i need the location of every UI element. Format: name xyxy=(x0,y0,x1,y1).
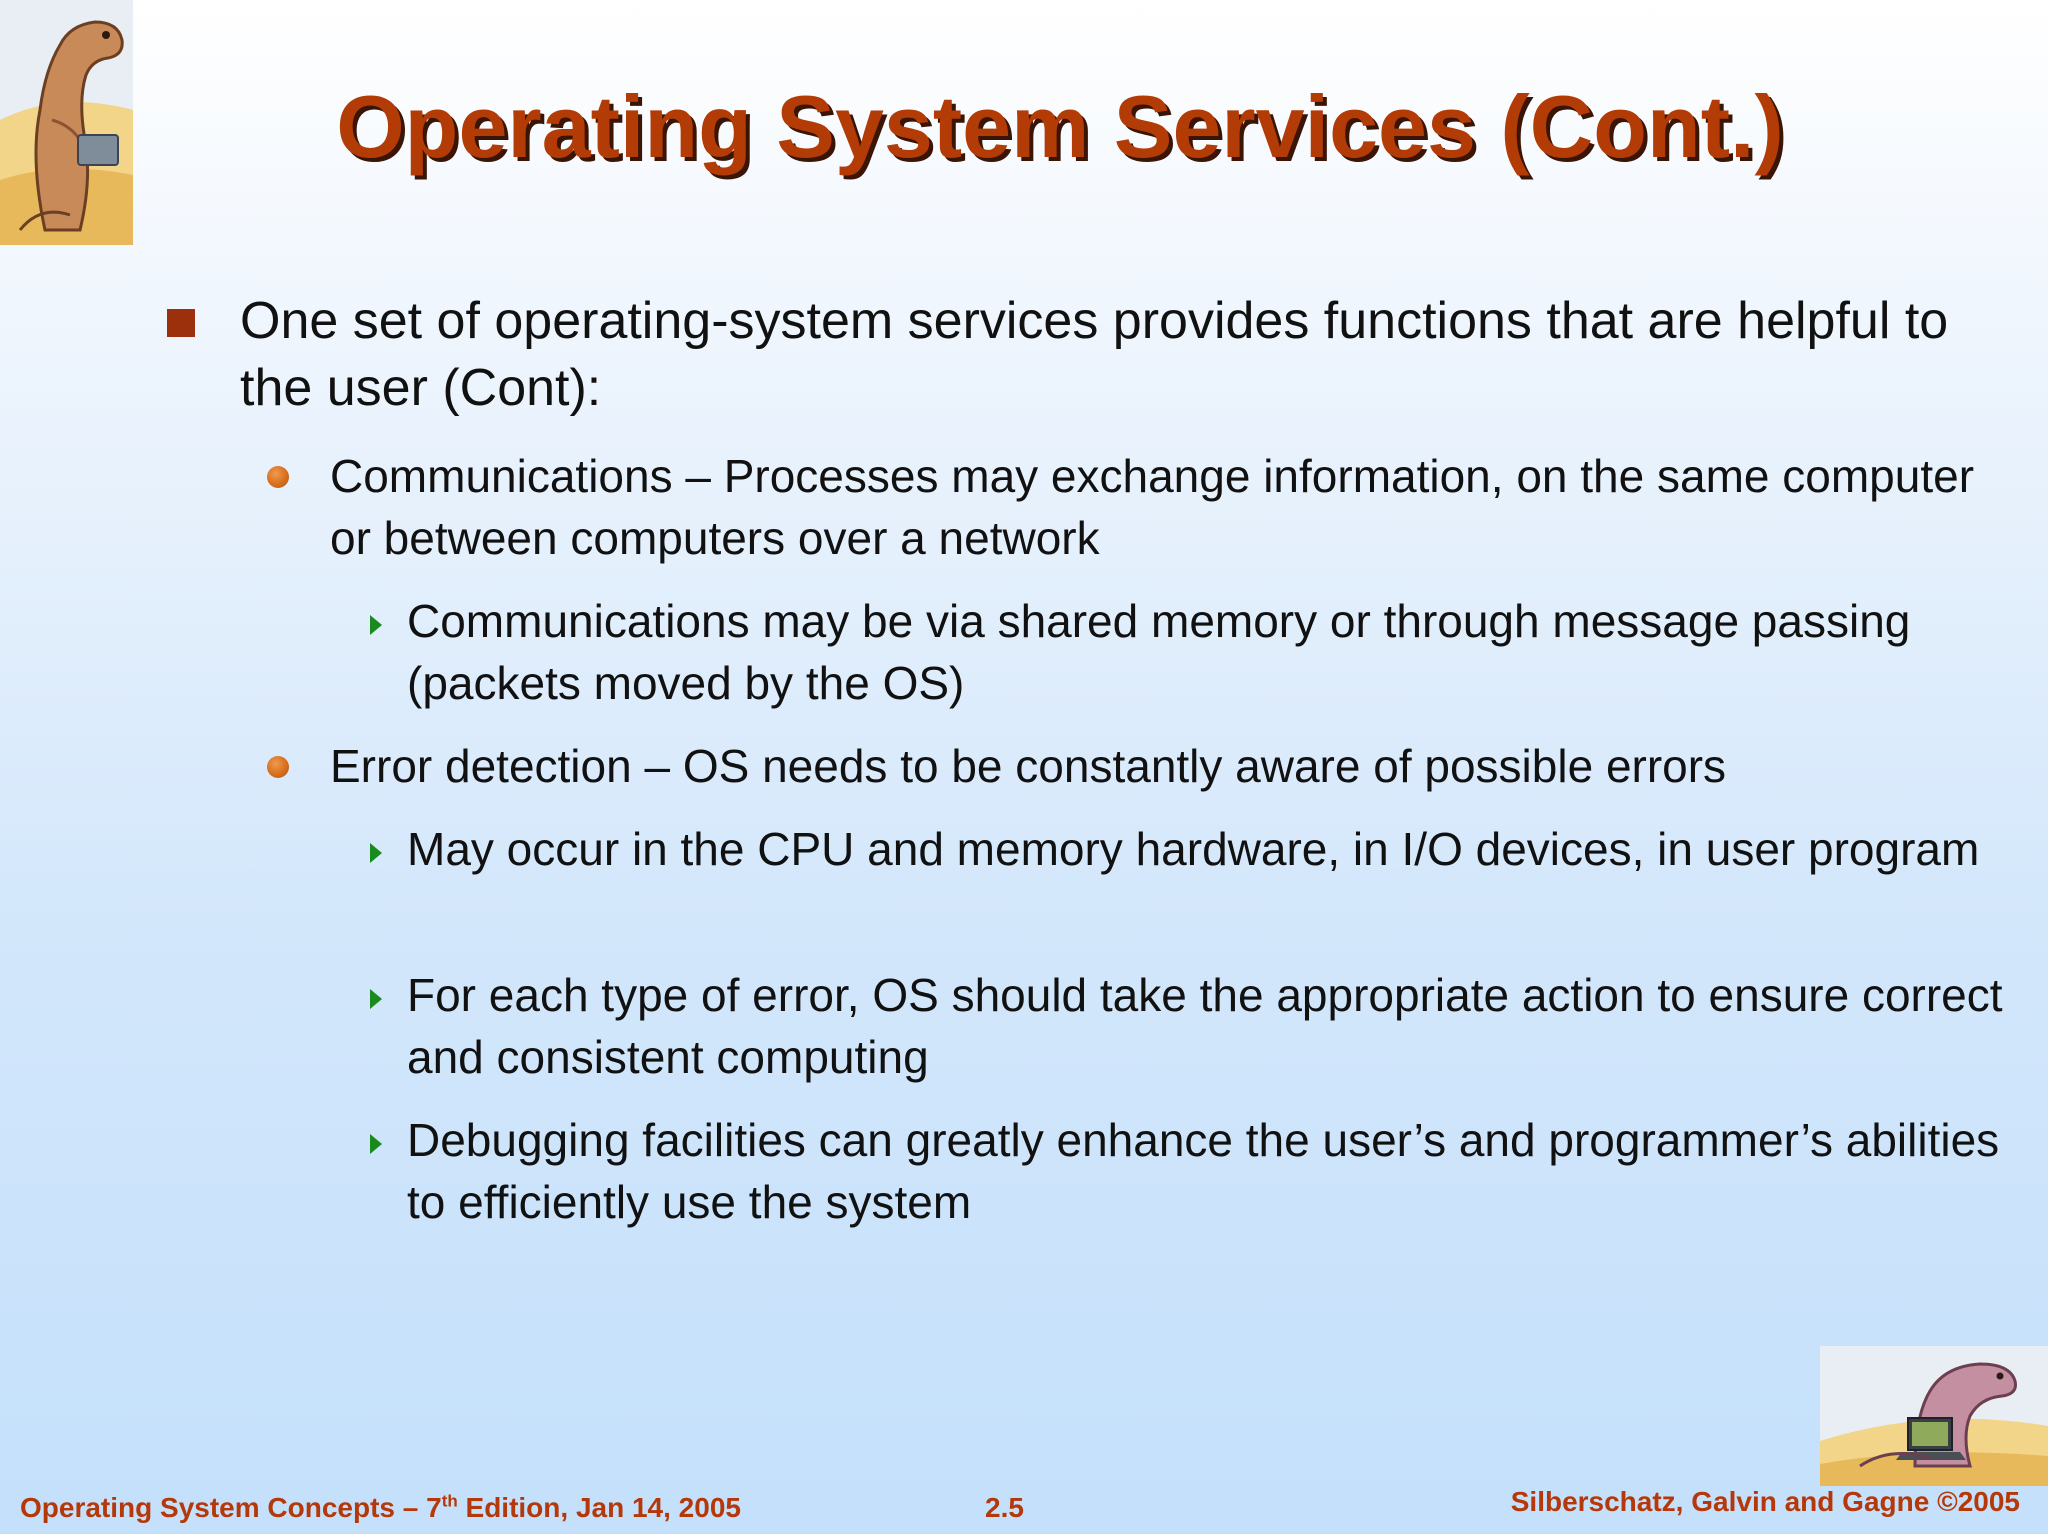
footer-authors: Silberschatz, Galvin and Gagne ©2005 xyxy=(1510,1486,2020,1517)
bullet-level3: For each type of error, OS should take the appropriate action to ensure correct and consistent computing xyxy=(407,969,2003,1083)
bullet-level3: May occur in the CPU and memory hardware, in I/O devices, in user program xyxy=(407,823,1980,875)
dinosaur-laptop-icon xyxy=(1820,1346,2048,1486)
dot-bullet-icon xyxy=(267,466,289,488)
bullet-level3: Debugging facilities can greatly enhance the user’s and programmer’s abilities to efficiently use the system xyxy=(407,1114,2000,1228)
square-bullet-icon xyxy=(167,309,195,337)
bullet-level2: Error detection – OS needs to be constantly aware of possible errors xyxy=(330,740,1727,792)
arrow-bullet-icon xyxy=(370,989,382,1009)
arrow-bullet-icon xyxy=(370,843,382,863)
bullet-level3: Communications may be via shared memory or through message passing (packets moved by the OS) xyxy=(407,595,1911,709)
arrow-bullet-icon xyxy=(370,615,382,635)
slide-title: Operating System Services (Cont.) xyxy=(336,77,1784,176)
arrow-bullet-icon xyxy=(370,1134,382,1154)
dinosaur-mascot-icon xyxy=(0,0,133,245)
footer-book-info: Operating System Concepts – 7th Edition, Jan 14, 2005 xyxy=(20,1491,741,1523)
bullet-level1: One set of operating-system services provides functions that are helpful to the user (Cont): xyxy=(240,292,1949,417)
page-number: 2.5 xyxy=(985,1492,1024,1523)
bullet-level2: Communications – Processes may exchange information, on the same computer or between computers over a network xyxy=(330,450,1975,564)
dot-bullet-icon xyxy=(267,756,289,778)
